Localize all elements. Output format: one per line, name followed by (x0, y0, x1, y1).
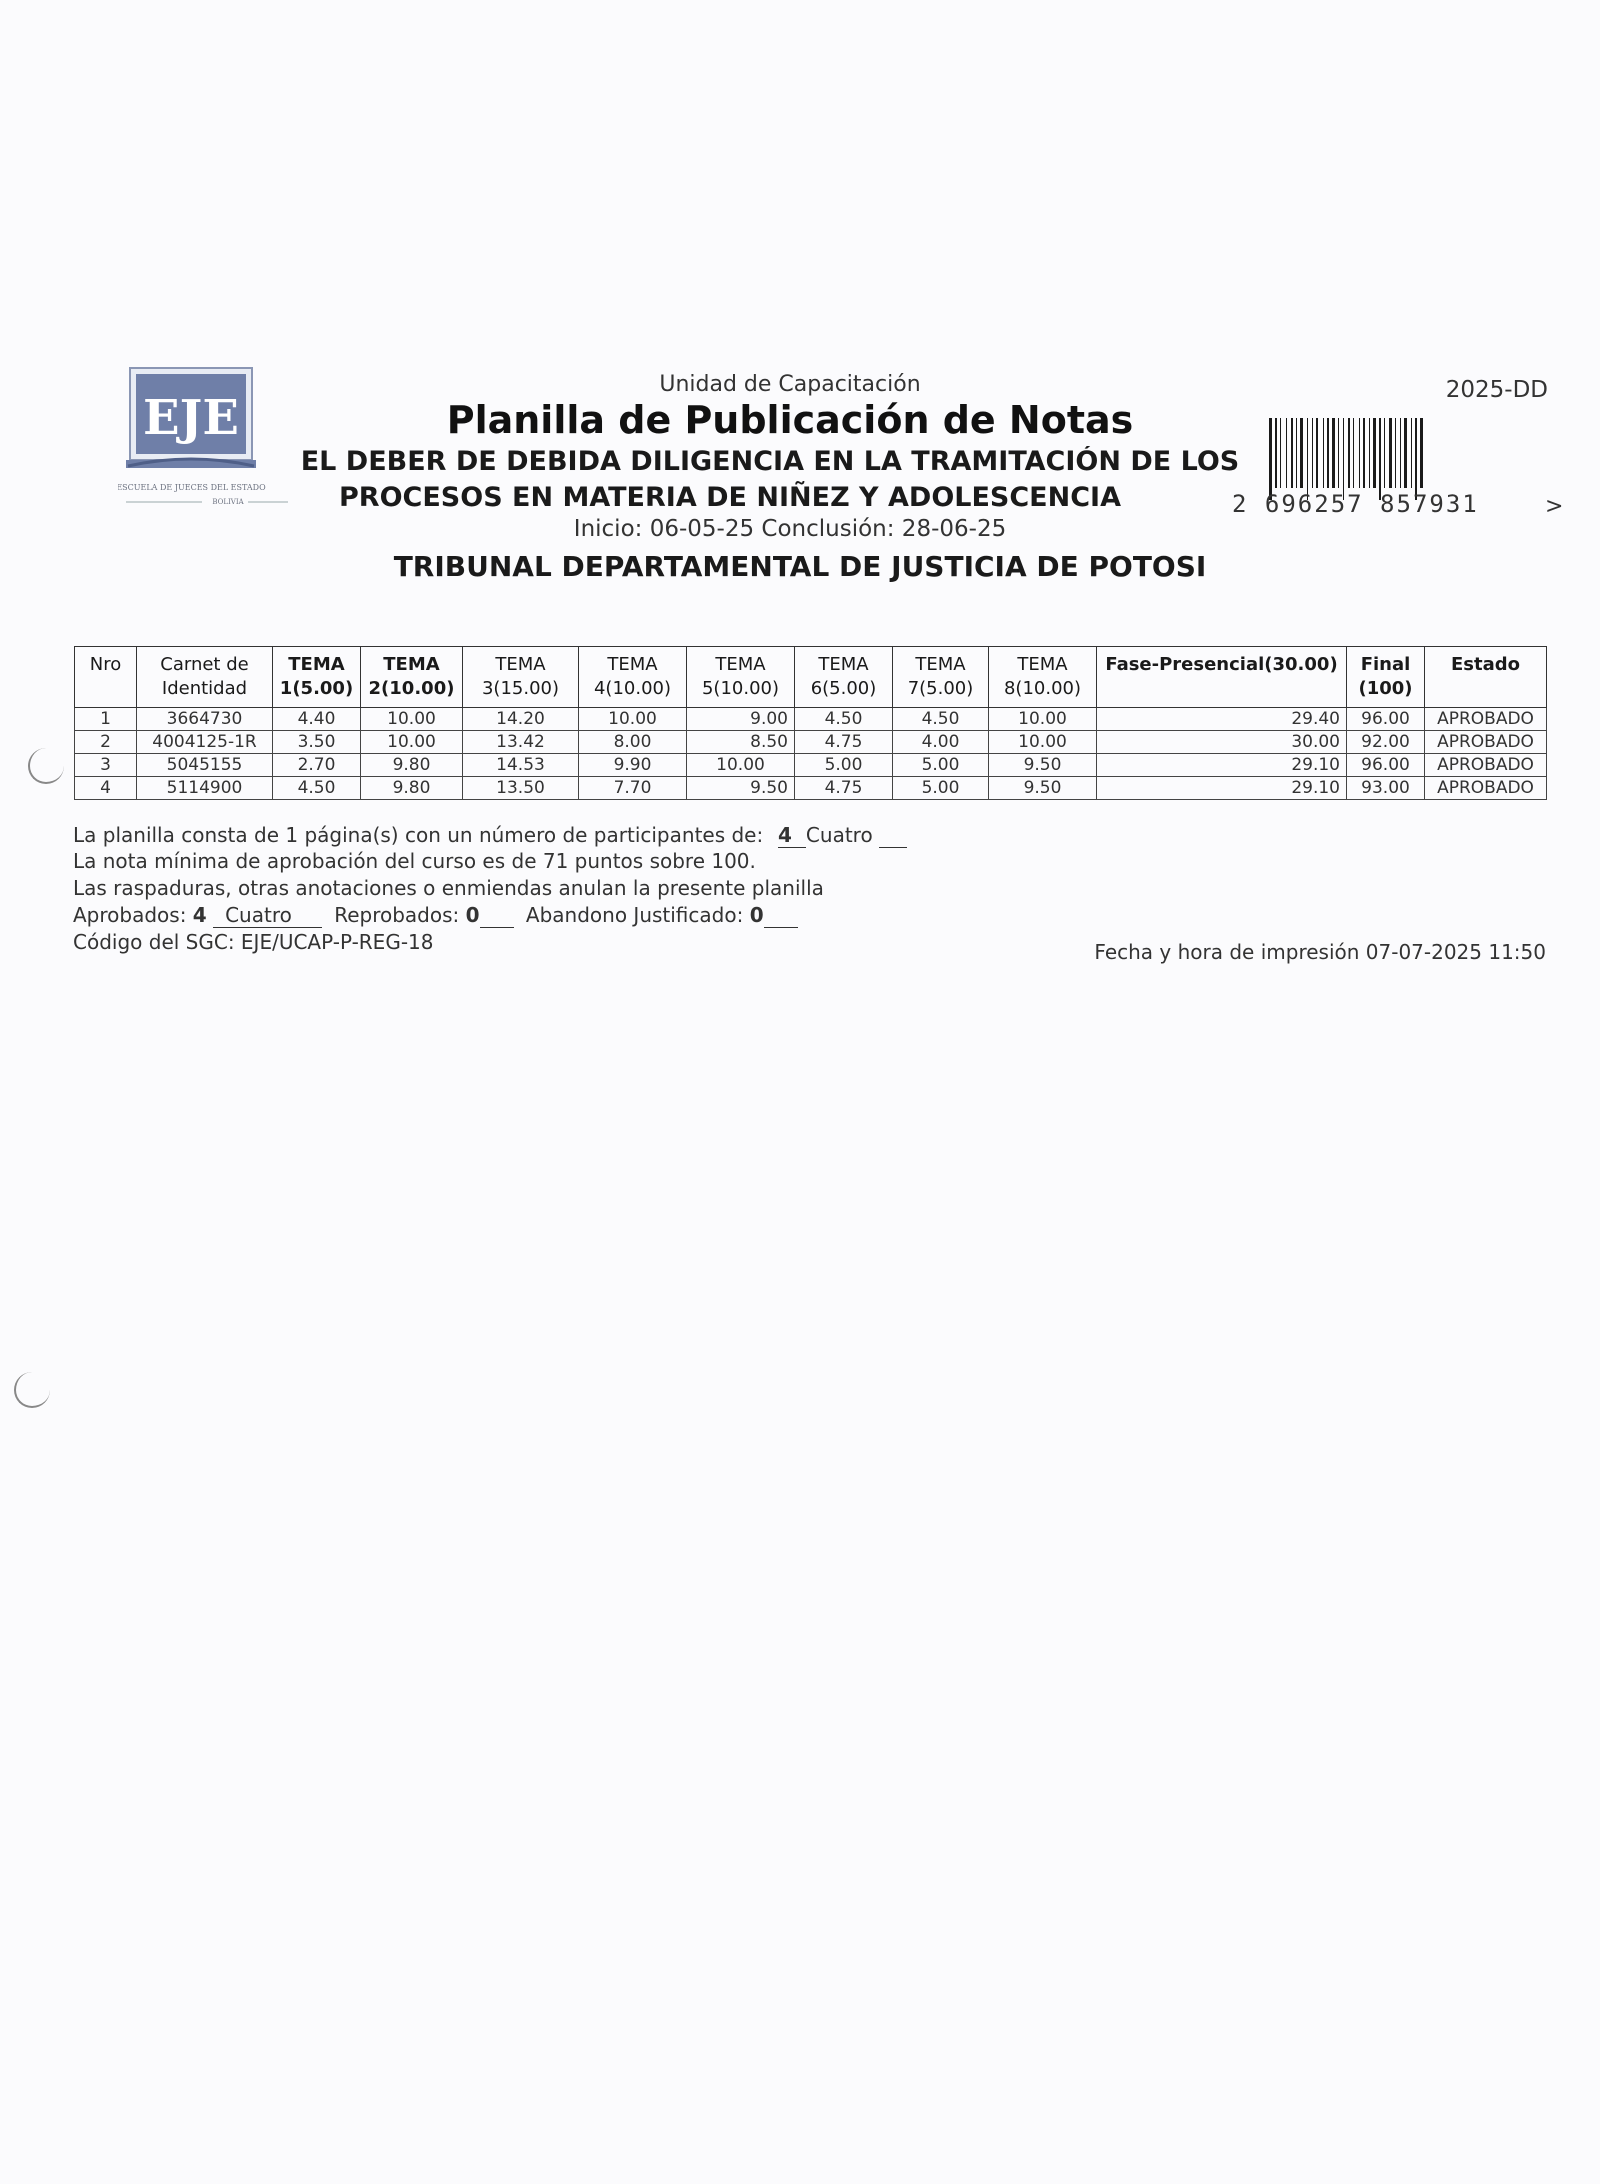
participants-blank (879, 823, 907, 848)
cell-tema-3: 13.42 (463, 731, 579, 754)
cell-tema-5: 8.50 (687, 731, 795, 754)
col-header-final: Final (100) (1347, 647, 1425, 708)
logo-caption-2: BOLIVIA (212, 498, 244, 506)
participants-word: Cuatro (805, 823, 873, 847)
cell-tema-3: 14.20 (463, 708, 579, 731)
barcode-bar (1379, 418, 1381, 500)
approved-word: Cuatro (213, 903, 292, 928)
table-row (75, 731, 1547, 754)
cell-tema-4: 9.90 (579, 754, 687, 777)
cell-final: 96.00 (1347, 754, 1425, 777)
approved-blank (292, 903, 322, 928)
barcode-bar (1316, 418, 1318, 488)
cell-tema-5: 10.00 (687, 754, 795, 777)
cell-estado: APROBADO (1425, 754, 1547, 777)
cell-final: 92.00 (1347, 731, 1425, 754)
barcode-bar (1332, 418, 1335, 488)
cell-tema-5: 9.50 (687, 777, 795, 800)
cell-final: 96.00 (1347, 708, 1425, 731)
barcode-bar (1327, 418, 1329, 488)
barcode-bar (1296, 418, 1297, 488)
barcode-bar (1269, 418, 1272, 500)
cell-fase-presencial: 29.10 (1097, 754, 1347, 777)
col-header-nro: Nro (75, 647, 137, 708)
cell-tema-1: 4.50 (273, 777, 361, 800)
barcode-bar (1348, 418, 1350, 488)
table-row (75, 708, 1547, 731)
cell-tema-6: 4.75 (795, 731, 893, 754)
cell-tema-2: 10.00 (361, 708, 463, 731)
min-grade-note: La nota mínima de aprobación del curso es de 71 puntos sobre 100. (73, 849, 756, 873)
col-header-tema-5: TEMA 5(10.00) (687, 647, 795, 708)
cell-tema-2: 9.80 (361, 754, 463, 777)
col-header-tema-3: TEMA 3(15.00) (463, 647, 579, 708)
cell-tema-4: 7.70 (579, 777, 687, 800)
cell-carnet: 4004125-1R (137, 731, 273, 754)
cell-estado: APROBADO (1425, 777, 1547, 800)
cell-carnet: 3664730 (137, 708, 273, 731)
cell-tema-4: 10.00 (579, 708, 687, 731)
cell-carnet: 5045155 (137, 754, 273, 777)
participants-count (778, 823, 907, 848)
barcode-bar (1291, 418, 1293, 488)
logo-caption: ESCUELA DE JUECES DEL ESTADO (118, 483, 266, 492)
results-summary (73, 903, 798, 928)
cell-nro: 1 (75, 708, 137, 731)
cell-tema-3: 13.50 (463, 777, 579, 800)
col-header-tema-4: TEMA 4(10.00) (579, 647, 687, 708)
failed-label: Reprobados: (334, 903, 460, 927)
approved-number: 4 (192, 903, 207, 927)
col-header-estado: Estado (1425, 647, 1547, 708)
cell-tema-8: 10.00 (989, 731, 1097, 754)
cell-tema-6: 4.75 (795, 777, 893, 800)
barcode-bar (1280, 418, 1281, 488)
cell-final: 93.00 (1347, 777, 1425, 800)
cell-tema-8: 9.50 (989, 777, 1097, 800)
barcode-bar (1307, 418, 1308, 500)
page-title: Planilla de Publicación de Notas (446, 398, 1134, 442)
table-header-row (75, 647, 1547, 708)
cell-tema-6: 5.00 (795, 754, 893, 777)
scan-mark (14, 1372, 50, 1408)
cell-tema-7: 4.50 (893, 708, 989, 731)
approved-label: Aprobados: (73, 903, 187, 927)
barcode-bar (1420, 418, 1423, 488)
col-header-fase-presencial: Fase-Presencial(30.00) (1097, 647, 1347, 708)
abandon-label: Abandono Justificado: (525, 903, 744, 927)
scan-mark (28, 748, 64, 784)
pages-note: La planilla consta de 1 página(s) con un número de participantes de: (73, 823, 764, 847)
cell-fase-presencial: 29.10 (1097, 777, 1347, 800)
col-header-carnet: Carnet de Identidad (137, 647, 273, 708)
barcode-bar (1404, 418, 1407, 488)
cell-estado: APROBADO (1425, 731, 1547, 754)
barcode-bar (1400, 418, 1401, 488)
table-row (75, 754, 1547, 777)
barcode-number: 2 696257 857931 (1232, 490, 1479, 518)
cell-nro: 2 (75, 731, 137, 754)
failed-blank (480, 903, 514, 928)
col-header-tema-1: TEMA 1(5.00) (273, 647, 361, 708)
cell-estado: APROBADO (1425, 708, 1547, 731)
table-row (75, 777, 1547, 800)
tribunal-name: TRIBUNAL DEPARTAMENTAL DE JUSTICIA DE POTOSI (393, 550, 1207, 583)
cell-tema-4: 8.00 (579, 731, 687, 754)
cell-tema-5: 9.00 (687, 708, 795, 731)
course-dates: Inicio: 06-05-25 Conclusión: 28-06-25 (573, 516, 1007, 542)
barcode-bar (1300, 418, 1303, 488)
unit-name: Unidad de Capacitación (659, 372, 921, 397)
col-header-tema-6: TEMA 6(5.00) (795, 647, 893, 708)
barcode-bar (1323, 418, 1324, 488)
cell-nro: 3 (75, 754, 137, 777)
cell-tema-8: 9.50 (989, 754, 1097, 777)
participants-number: 4 (778, 823, 806, 848)
cell-tema-1: 4.40 (273, 708, 361, 731)
barcode-bar (1389, 418, 1392, 488)
barcode-bar (1312, 418, 1313, 488)
cell-tema-7: 4.00 (893, 731, 989, 754)
cell-tema-1: 2.70 (273, 754, 361, 777)
barcode-bar (1411, 418, 1412, 488)
barcode-bar (1415, 418, 1417, 500)
col-header-tema-7: TEMA 7(5.00) (893, 647, 989, 708)
logo-letters: EJE (143, 390, 239, 446)
barcode-bar (1373, 418, 1376, 488)
failed-number: 0 (465, 903, 480, 927)
course-title-line-1: EL DEBER DE DEBIDA DILIGENCIA EN LA TRAMITACIÓN DE LOS (300, 446, 1240, 477)
cell-nro: 4 (75, 777, 137, 800)
cell-fase-presencial: 29.40 (1097, 708, 1347, 731)
barcode-bar (1338, 418, 1339, 488)
barcode-bar (1275, 418, 1277, 488)
cell-tema-3: 14.53 (463, 754, 579, 777)
col-header-tema-8: TEMA 8(10.00) (989, 647, 1097, 708)
eje-logo (118, 362, 294, 522)
cell-tema-7: 5.00 (893, 777, 989, 800)
document-code: 2025-DD (1445, 377, 1548, 403)
cell-tema-7: 5.00 (893, 754, 989, 777)
barcode-bar (1286, 418, 1287, 488)
erasures-note: Las raspaduras, otras anotaciones o enmiendas anulan la presente planilla (73, 876, 824, 900)
abandon-blank (764, 903, 798, 928)
cell-tema-8: 10.00 (989, 708, 1097, 731)
barcode-bar (1353, 418, 1354, 488)
barcode-bar (1395, 418, 1396, 488)
cell-tema-2: 9.80 (361, 777, 463, 800)
cell-tema-2: 10.00 (361, 731, 463, 754)
sgc-code: Código del SGC: EJE/UCAP-P-REG-18 (73, 930, 434, 954)
abandon-number: 0 (749, 903, 764, 927)
grades-table (74, 646, 1547, 800)
barcode-bar (1363, 418, 1365, 488)
barcode-bar (1359, 418, 1360, 488)
cell-tema-6: 4.50 (795, 708, 893, 731)
print-datetime: Fecha y hora de impresión 07-07-2025 11:50 (1094, 940, 1546, 964)
barcode-bar (1343, 418, 1344, 500)
col-header-tema-2: TEMA 2(10.00) (361, 647, 463, 708)
barcode-arrow: > (1545, 494, 1564, 519)
cell-carnet: 5114900 (137, 777, 273, 800)
course-title-line-2: PROCESOS EN MATERIA DE NIÑEZ Y ADOLESCENCIA (339, 482, 1121, 513)
barcode-bar (1369, 418, 1370, 488)
barcode-bar (1384, 418, 1385, 488)
cell-fase-presencial: 30.00 (1097, 731, 1347, 754)
cell-tema-1: 3.50 (273, 731, 361, 754)
